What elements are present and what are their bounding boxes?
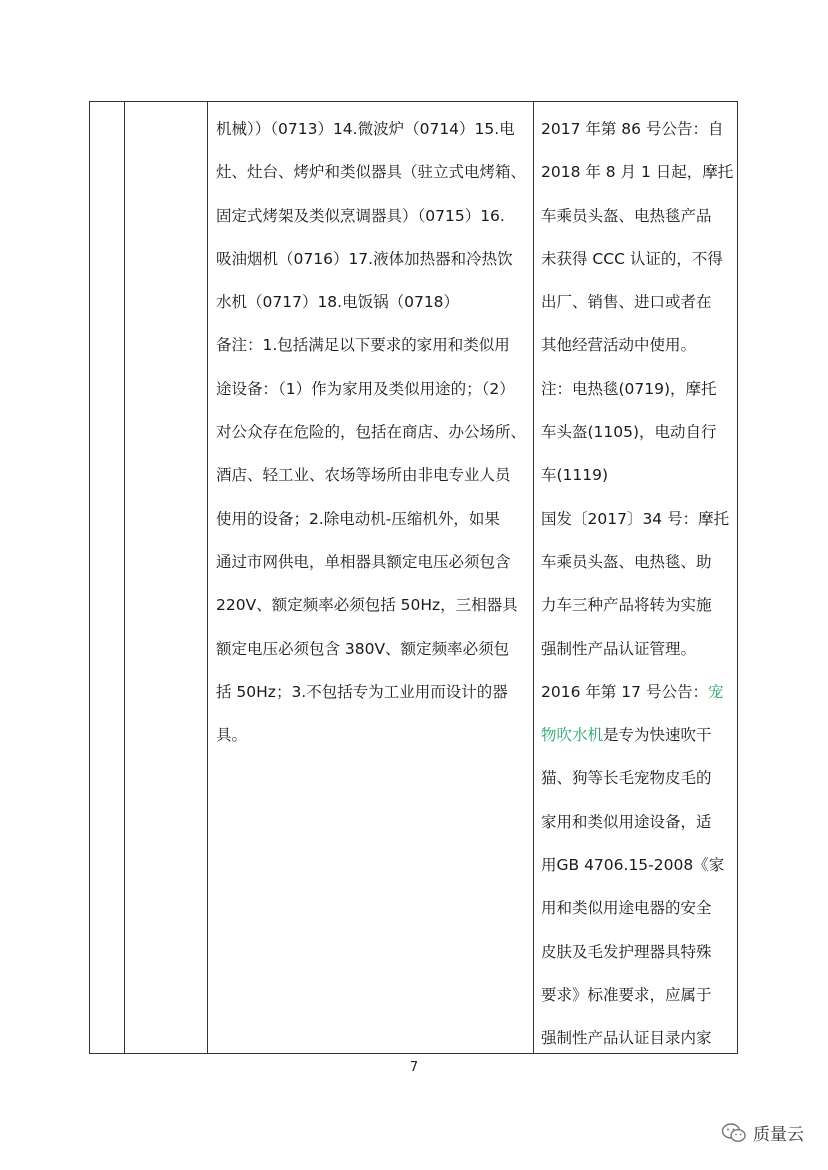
text-line: 车乘员头盔、电热毯产品 <box>541 206 712 225</box>
column-divider <box>207 102 208 1053</box>
pet-dryer-line <box>541 714 733 757</box>
text-line: 通过市网供电，单相器具额定电压必须包含 <box>216 552 511 571</box>
pet-dryer-description: 是专为快速吹干 <box>603 726 712 745</box>
text-line: 注：电热毯(0719)，摩托 <box>541 379 717 398</box>
text-line: 2018 年 8 月 1 日起，摩托 <box>541 163 734 182</box>
text-line: 对公众存在危险的，包括在商店、办公场所、 <box>216 423 527 442</box>
announcement-lines-a <box>541 108 733 671</box>
text-line: 皮肤及毛发护理器具特殊 <box>541 942 712 961</box>
text-line: 车(1119) <box>541 466 609 485</box>
text-line: 家用和类似用途设备，适 <box>541 812 712 831</box>
text-line: 车头盔(1105)，电动自行 <box>541 423 717 442</box>
announcement-cell <box>541 108 733 1061</box>
text-line: 用GB 4706.15-2008《家 <box>541 856 725 875</box>
page-number: 7 <box>409 1060 419 1075</box>
product-scope-cell <box>216 108 526 757</box>
announcement-2016-prefix: 2016 年第 17 号公告： <box>541 682 708 701</box>
text-line: 要求》标准要求，应属于 <box>541 985 712 1004</box>
text-line: 吸油烟机（0716）17.液体加热器和冷热饮 <box>216 249 513 268</box>
text-line: 强制性产品认证目录内家 <box>541 1029 712 1048</box>
pet-dryer-highlight: 物吹水机 <box>541 726 604 745</box>
wechat-icon <box>721 1122 747 1144</box>
text-line: 出厂、销售、进口或者在 <box>541 293 712 312</box>
text-line: 灶、灶台、烤炉和类似器具（驻立式电烤箱、 <box>216 163 527 182</box>
text-line: 具。 <box>216 726 248 745</box>
text-line: 使用的设备；2.除电动机-压缩机外，如果 <box>216 509 500 528</box>
text-line: 用和类似用途电器的安全 <box>541 899 712 918</box>
text-line: 力车三种产品将转为实施 <box>541 596 712 615</box>
brand-watermark <box>721 1120 804 1145</box>
text-line: 220V、额定频率必须包括 50Hz，三相器具 <box>216 596 518 615</box>
text-line: 括 50Hz；3.不包括专为工业用而设计的器 <box>216 682 508 701</box>
text-line: 强制性产品认证管理。 <box>541 639 697 658</box>
text-line: 酒店、轻工业、农场等场所由非电专业人员 <box>216 466 511 485</box>
announcement-lines-d <box>541 757 733 1060</box>
brand-name: 质量云 <box>753 1125 804 1145</box>
column-divider <box>124 102 125 1053</box>
text-line: 机械））（0713）14.微波炉（0714）15.电 <box>216 120 515 138</box>
announcement-2016-line <box>541 671 733 714</box>
text-line: 额定电压必须包含 380V、额定频率必须包 <box>216 639 510 658</box>
text-line: 2017 年第 86 号公告：自 <box>541 120 724 138</box>
pet-dryer-highlight-start: 宠 <box>707 682 724 701</box>
text-line: 备注：1.包括满足以下要求的家用和类似用 <box>216 336 510 355</box>
column-divider <box>533 102 534 1053</box>
text-line: 途设备：（1）作为家用及类似用途的；（2） <box>216 379 515 398</box>
document-table <box>89 101 738 1054</box>
text-line: 猫、狗等长毛宠物皮毛的 <box>541 769 712 788</box>
text-line: 未获得 CCC 认证的，不得 <box>541 249 723 268</box>
text-line: 水机（0717）18.电饭锅（0718） <box>216 293 460 312</box>
text-line: 车乘员头盔、电热毯、助 <box>541 552 712 571</box>
text-line: 固定式烤架及类似烹调器具）（0715）16. <box>216 206 505 225</box>
text-line: 国发〔2017〕34 号：摩托 <box>541 509 730 528</box>
text-line: 其他经营活动中使用。 <box>541 336 697 355</box>
